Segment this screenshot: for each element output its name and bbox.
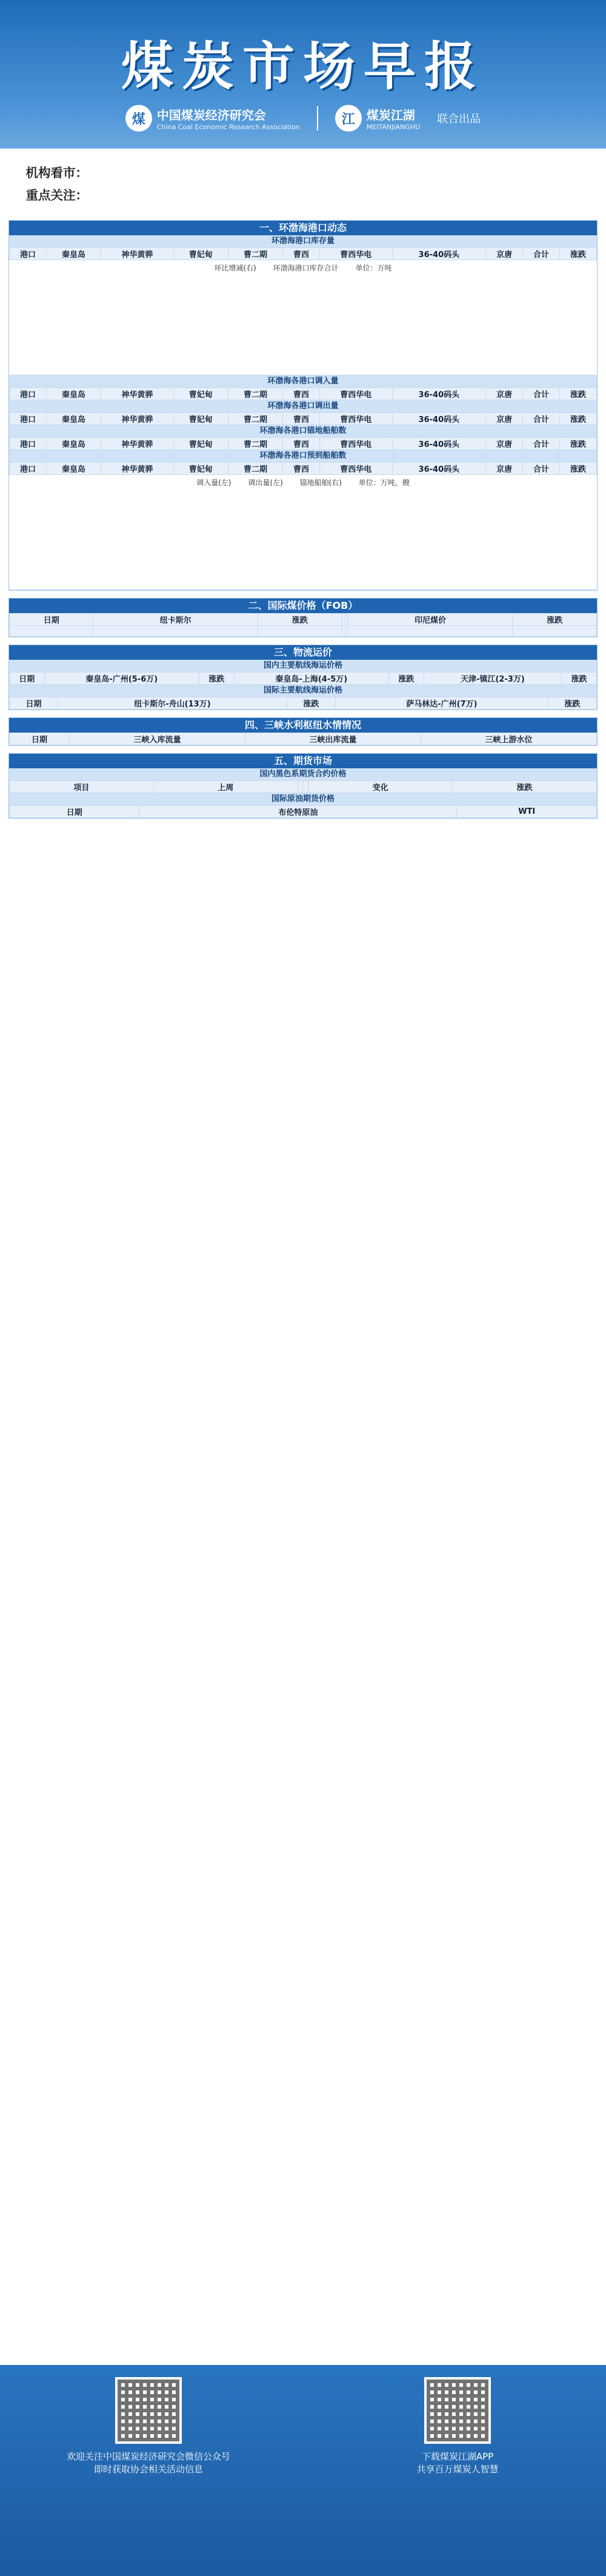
intl-price-section [8, 598, 598, 637]
column-header [10, 626, 93, 637]
subsection-title: 环渤海各港口调出量 [9, 400, 597, 412]
column-header: 涨跌 [258, 614, 342, 626]
port-outflow-table [9, 412, 597, 425]
column-header: 秦皇岛 [46, 413, 101, 425]
app-caption-line: 共享百万煤炭人智慧 [416, 2464, 499, 2475]
column-header: 秦皇岛-上海(4-5万) [234, 673, 388, 685]
column-header: 神华黄骅 [101, 388, 174, 400]
column-header: 曹西华电 [320, 248, 393, 260]
qr-icon [427, 2380, 488, 2441]
column-header: 项目 [10, 781, 154, 793]
column-header: 涨跌 [559, 248, 596, 260]
column-header [93, 626, 258, 637]
org1-en: China Coal Economic Research Association [156, 123, 300, 131]
section-title: 二、国际煤价格（FOB） [9, 599, 597, 613]
subsection-title: 环渤海各港口调入量 [9, 375, 597, 387]
column-header: 涨跌 [453, 781, 597, 793]
section-title: 三、物流运价 [9, 645, 597, 660]
column-header: 日期 [10, 733, 70, 745]
column-header: 日期 [10, 806, 139, 818]
column-header [348, 626, 513, 637]
column-header: 神华黄骅 [101, 438, 174, 450]
column-header: 曹妃甸 [173, 463, 228, 475]
chart-legend [9, 263, 597, 273]
port-stock-svg [9, 260, 597, 375]
subsection-title: 环渤海港口库存量 [9, 235, 597, 247]
column-header: 秦皇岛-广州(5-6万) [44, 673, 199, 685]
port-inflow-table [9, 387, 597, 400]
column-header: 京唐 [486, 438, 523, 450]
column-header [303, 781, 308, 793]
column-header: 曹西 [283, 388, 320, 400]
column-header: 36-40码头 [392, 463, 486, 475]
app-qr-code [424, 2377, 491, 2444]
org2-logo [335, 105, 420, 132]
column-header: WTI [457, 806, 597, 818]
column-header: 涨跌 [559, 388, 596, 400]
report-header [0, 0, 606, 149]
org2-en: MEITANJIANGHU [366, 123, 421, 131]
column-header: 合计 [523, 463, 560, 475]
oil-table [9, 805, 597, 818]
column-header: 港口 [10, 248, 47, 260]
publisher-logos [0, 100, 606, 136]
qr-icon [118, 2380, 179, 2441]
org2-name: 煤炭江湖 [366, 108, 415, 122]
column-header [298, 781, 303, 793]
subsection-title: 国际原油期货价格 [9, 793, 597, 805]
port-stock-chart [9, 260, 597, 375]
column-header: 京唐 [486, 463, 523, 475]
column-header: 港口 [10, 388, 47, 400]
column-header: 曹西华电 [320, 463, 393, 475]
joint-publish-label: 联合出品 [437, 113, 481, 126]
column-header: 36-40码头 [392, 438, 486, 450]
legend-item: 调出量(左) [248, 478, 283, 488]
column-header: 变化 [308, 781, 453, 793]
app-caption-line: 下载煤炭江湖APP [421, 2451, 494, 2462]
column-header: 港口 [10, 438, 47, 450]
market-commentary [0, 149, 606, 213]
column-header: 合计 [523, 413, 560, 425]
column-header: 港口 [10, 413, 47, 425]
column-header: 36-40码头 [392, 388, 486, 400]
column-header: 神华黄骅 [101, 463, 174, 475]
column-header: 涨跌 [513, 614, 597, 626]
legend-item: 锚地船舶(右) [299, 478, 342, 488]
column-header: 涨跌 [559, 438, 596, 450]
column-header: 曹二期 [228, 388, 282, 400]
subsection-title: 环渤海各港口锚地船舶数 [9, 425, 597, 437]
column-header: 曹妃甸 [173, 248, 228, 260]
column-header: 秦皇岛 [46, 438, 101, 450]
column-header: 曹妃甸 [173, 438, 228, 450]
port-stock-table [9, 247, 597, 260]
legend-item: 环比增减(右) [214, 264, 256, 273]
column-header: 合计 [523, 438, 560, 450]
subsection-title: 国际主要航线海运价格 [9, 685, 597, 697]
port-dynamics-section [8, 220, 598, 591]
section-title: 一、环渤海港口动态 [9, 221, 597, 235]
column-header: 日期 [10, 673, 45, 685]
section-title: 五、期货市场 [9, 754, 597, 768]
column-header: 曹西 [283, 463, 320, 475]
flow-svg [9, 475, 597, 590]
column-header: 曹西华电 [320, 388, 393, 400]
subsection-title: 国内主要航线海运价格 [9, 660, 597, 672]
column-header: 曹二期 [228, 463, 282, 475]
freight-section [8, 645, 598, 710]
subsection-title: 国内黑色系期货合约价格 [9, 768, 597, 780]
column-header: 曹二期 [228, 248, 282, 260]
focus-heading: 重点关注： [25, 188, 88, 203]
column-header: 神华黄骅 [101, 248, 174, 260]
column-header: 曹二期 [228, 438, 282, 450]
flow-chart [9, 475, 597, 590]
column-header: 36-40码头 [392, 248, 486, 260]
column-header: 合计 [523, 248, 560, 260]
column-header: 36-40码头 [392, 413, 486, 425]
column-header: 纽卡斯尔 [93, 614, 258, 626]
wechat-qr-code [115, 2377, 182, 2444]
column-header: 印尼煤价 [348, 614, 513, 626]
column-header: 曹西华电 [320, 413, 393, 425]
column-header: 合计 [523, 388, 560, 400]
column-header: 涨跌 [287, 697, 335, 709]
column-header: 曹西 [283, 413, 320, 425]
three-gorges-section [8, 717, 598, 746]
column-header: 涨跌 [559, 413, 596, 425]
three-gorges-table [9, 733, 597, 745]
chart-unit: 单位：万吨 [355, 264, 392, 273]
column-header: 上周 [153, 781, 298, 793]
column-header: 京唐 [486, 248, 523, 260]
column-header: 涨跌 [559, 463, 596, 475]
org2-logo-icon: 江 [335, 105, 362, 132]
report-title: 煤炭市场早报 [121, 36, 485, 97]
chart-legend [9, 477, 597, 488]
column-header: 纽卡斯尔-舟山(13万) [58, 697, 287, 709]
column-header: 曹妃甸 [173, 388, 228, 400]
column-header: 三峡出库流量 [245, 733, 421, 745]
column-header: 曹西 [283, 248, 320, 260]
column-header: 秦皇岛 [46, 463, 101, 475]
column-header: 三峡上游水位 [421, 733, 597, 745]
intl-freight-table [9, 697, 597, 709]
column-header: 京唐 [486, 413, 523, 425]
column-header: 秦皇岛 [46, 388, 101, 400]
column-header: 涨跌 [389, 673, 424, 685]
domestic-freight-table [9, 672, 597, 685]
column-header: 布伦特原油 [139, 806, 457, 818]
footer [0, 2365, 606, 2576]
column-header: 三峡入库流量 [70, 733, 245, 745]
column-header: 曹西华电 [320, 438, 393, 450]
intl-price-table [9, 613, 597, 637]
org1-name: 中国煤炭经济研究会 [156, 108, 266, 122]
futures-section [8, 753, 598, 819]
section-title: 四、三峡水利枢纽水情情况 [9, 718, 597, 733]
subsection-title: 环渤海各港口预到船舶数 [9, 450, 597, 462]
column-header [513, 626, 597, 637]
column-header: 港口 [10, 463, 47, 475]
wechat-caption-line: 即时获取协会相关活动信息 [93, 2464, 203, 2475]
column-header: 京唐 [486, 388, 523, 400]
legend-item: 环渤海港口库存合计 [273, 264, 339, 273]
column-header: 秦皇岛 [46, 248, 101, 260]
column-header: 萨马林达-广州(7万) [335, 697, 548, 709]
column-header: 涨跌 [199, 673, 235, 685]
wechat-caption [33, 2450, 264, 2475]
column-header: 曹妃甸 [173, 413, 228, 425]
org1-logo-icon: 煤 [125, 105, 152, 132]
futures-table [9, 780, 597, 793]
column-header: 日期 [10, 614, 93, 626]
column-header: 涨跌 [548, 697, 596, 709]
org1-logo [125, 105, 300, 132]
chart-unit: 单位：万吨，艘 [358, 478, 410, 488]
wechat-caption-line: 欢迎关注中国煤炭经济研究会微信公众号 [66, 2451, 230, 2462]
anchor-ships-table [9, 437, 597, 450]
column-header: 天津-镇江(2-3万) [424, 673, 562, 685]
expected-ships-table [9, 462, 597, 475]
agency-heading: 机构看市： [25, 166, 88, 180]
app-caption [342, 2450, 573, 2475]
column-header [258, 626, 342, 637]
legend-item: 调入量(左) [196, 478, 231, 488]
column-header: 曹西 [283, 438, 320, 450]
column-header: 涨跌 [562, 673, 597, 685]
column-header: 日期 [10, 697, 58, 709]
logo-divider [317, 106, 318, 130]
column-header: 神华黄骅 [101, 413, 174, 425]
column-header: 曹二期 [228, 413, 282, 425]
